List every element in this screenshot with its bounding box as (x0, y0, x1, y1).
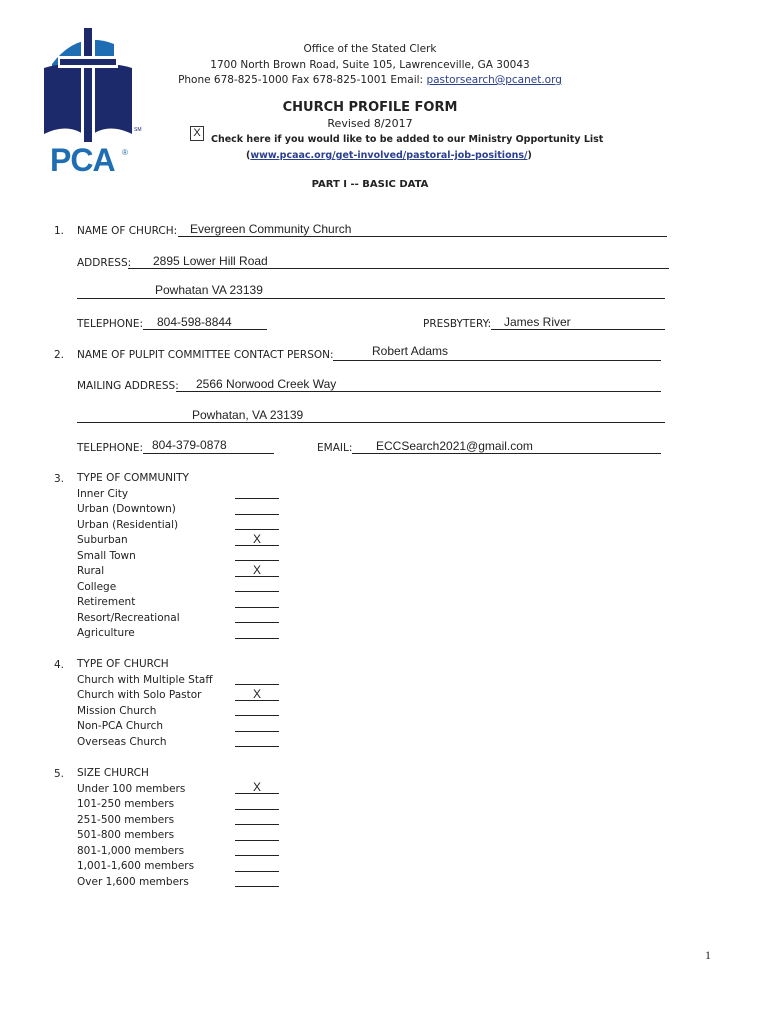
community-type-labels (77, 471, 189, 642)
pca-wordmark: PCA (50, 142, 115, 178)
address-line (128, 268, 669, 269)
section-number: 5. (54, 768, 65, 780)
mailing-address-line (176, 391, 661, 392)
page-number: 1 (705, 948, 711, 962)
option-label: 801-1,000 members (77, 844, 185, 857)
contact-telephone-field[interactable]: 804-379-0878 (152, 438, 227, 452)
contact-telephone-line (143, 453, 274, 454)
community-type-blanks (235, 487, 279, 642)
option-blank[interactable] (235, 580, 279, 596)
positions-link[interactable]: www.pcaac.org/get-involved/pastoral-job-positions/ (250, 150, 528, 161)
presbytery-line (491, 329, 665, 330)
office-header (170, 42, 570, 89)
option-blank[interactable] (235, 626, 279, 642)
option-label: Resort/Recreational (77, 611, 180, 624)
address-field[interactable]: 2895 Lower Hill Road (153, 254, 268, 268)
ministry-list-label: Check here if you would like to be added to our Ministry Opportunity List (211, 134, 604, 145)
presbytery-label: PRESBYTERY: (423, 318, 492, 330)
telephone-field[interactable]: 804-598-8844 (157, 315, 232, 329)
option-blank[interactable] (235, 611, 279, 627)
option-label: Under 100 members (77, 782, 186, 795)
church-name-label: NAME OF CHURCH: (77, 225, 178, 237)
option-blank[interactable] (235, 704, 279, 720)
option-label: Inner City (77, 487, 129, 500)
address-label: ADDRESS: (77, 257, 132, 269)
mailing-address-field[interactable]: 2566 Norwood Creek Way (196, 377, 337, 391)
church-type-blanks (235, 673, 279, 751)
revised-date: Revised 8/2017 (327, 117, 413, 130)
email-line (352, 453, 661, 454)
option-label: 251-500 members (77, 813, 175, 826)
telephone-line (143, 329, 267, 330)
section-number: 4. (54, 659, 65, 671)
presbytery-field[interactable]: James River (504, 315, 571, 329)
option-blank[interactable]: X (235, 533, 279, 549)
contact-person-line (333, 360, 661, 361)
mailing-city-line (77, 422, 665, 423)
option-label: Church with Solo Pastor (77, 689, 202, 701)
email-label: EMAIL: (317, 442, 353, 454)
section-number: 2. (54, 349, 65, 361)
option-label: 1,001-1,600 members (77, 860, 195, 872)
option-label: Over 1,600 members (77, 875, 189, 888)
office-title: Office of the Stated Clerk (303, 43, 437, 55)
option-label: 501-800 members (77, 829, 175, 841)
option-label: Urban (Residential) (77, 518, 179, 531)
sm-mark: SM (134, 127, 142, 133)
contact-person-field[interactable]: Robert Adams (372, 344, 449, 358)
option-label: Small Town (77, 549, 136, 562)
telephone-label: TELEPHONE: (77, 318, 144, 330)
section-number: 1. (54, 225, 65, 237)
option-label: Suburban (77, 534, 128, 546)
cross-bible-icon (38, 24, 138, 146)
contact-telephone-label: TELEPHONE: (77, 442, 144, 454)
office-address: 1700 North Brown Road, Suite 105, Lawrenceville, GA 30043 (210, 58, 530, 71)
option-blank[interactable] (235, 487, 279, 503)
option-blank[interactable] (235, 859, 279, 875)
mailing-city-field[interactable]: Powhatan, VA 23139 (192, 408, 304, 422)
option-blank[interactable]: X (235, 688, 279, 704)
church-name-line (178, 236, 667, 237)
email-field[interactable]: ECCSearch2021@gmail.com (376, 439, 533, 453)
registered-mark: ® (122, 148, 128, 157)
city-line (77, 298, 665, 299)
option-blank[interactable] (235, 828, 279, 844)
option-blank[interactable] (235, 502, 279, 518)
form-title: CHURCH PROFILE FORM (282, 100, 458, 115)
option-blank[interactable] (235, 735, 279, 751)
ministry-list-url: (www.pcaac.org/get-involved/pastoral-job-positions/) (246, 150, 532, 161)
section-number: 3. (54, 473, 65, 485)
church-size-blanks (235, 782, 279, 891)
option-label: Agriculture (77, 627, 135, 639)
pca-logo (38, 24, 142, 178)
option-label: Rural (77, 565, 105, 577)
option-blank[interactable] (235, 719, 279, 735)
church-size-title: SIZE CHURCH (77, 767, 149, 779)
option-blank[interactable]: X (235, 782, 279, 798)
option-label: Retirement (77, 596, 136, 608)
option-blank[interactable] (235, 844, 279, 860)
contact-person-label: NAME OF PULPIT COMMITTEE CONTACT PERSON: (77, 349, 334, 361)
option-blank[interactable] (235, 595, 279, 611)
option-blank[interactable] (235, 875, 279, 891)
church-size-labels (77, 766, 194, 890)
option-blank[interactable] (235, 797, 279, 813)
mailing-address-label: MAILING ADDRESS: (77, 380, 179, 392)
option-label: Non-PCA Church (77, 720, 164, 732)
church-type-labels (77, 657, 213, 750)
option-label: Church with Multiple Staff (77, 673, 213, 686)
option-label: Urban (Downtown) (77, 503, 176, 515)
option-blank[interactable]: X (235, 564, 279, 580)
email-link[interactable]: pastorsearch@pcanet.org (426, 74, 562, 86)
community-type-title: TYPE OF COMMUNITY (77, 472, 189, 484)
church-name-field[interactable]: Evergreen Community Church (190, 222, 352, 236)
option-blank[interactable] (235, 813, 279, 829)
city-field[interactable]: Powhatan VA 23139 (155, 283, 263, 297)
part-heading: PART I -- BASIC DATA (311, 179, 429, 190)
church-type-title: TYPE OF CHURCH (77, 658, 169, 670)
option-label: 101-250 members (77, 798, 175, 810)
option-label: Mission Church (77, 704, 157, 717)
office-contact: Phone 678-825-1000 Fax 678-825-1001 Email: pastorsearch@pcanet.org (178, 74, 562, 86)
option-label: Overseas Church (77, 735, 167, 748)
ministry-list-checkbox[interactable]: X (190, 126, 204, 141)
option-label: College (77, 580, 117, 593)
